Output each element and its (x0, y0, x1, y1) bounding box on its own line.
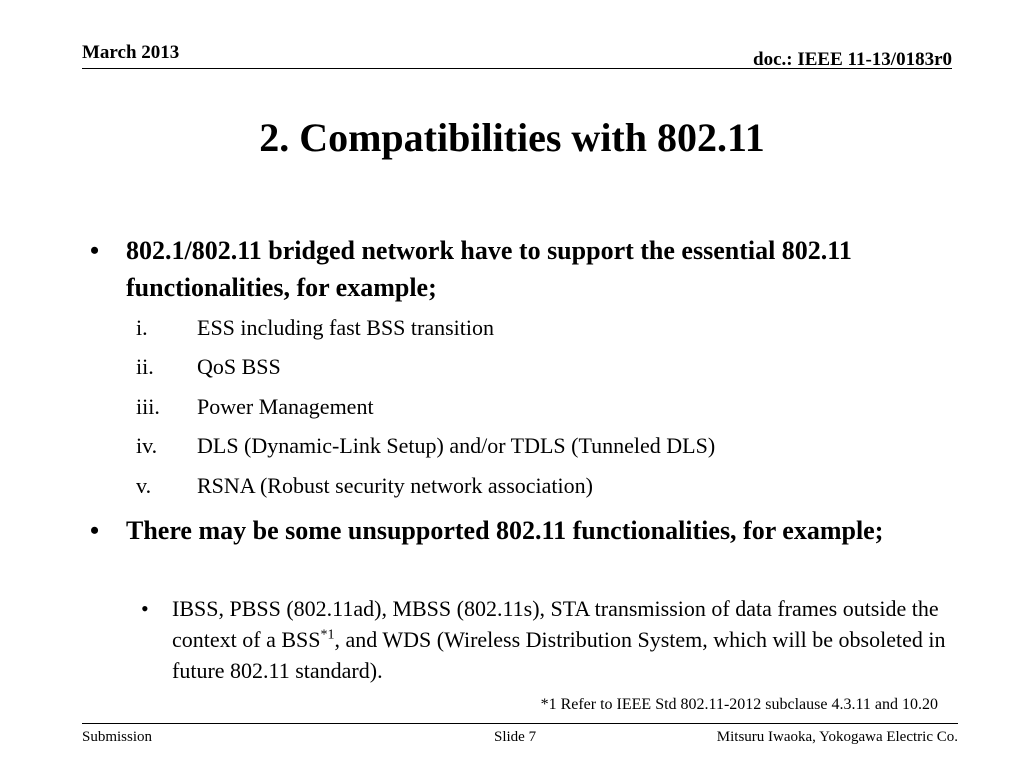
list-item-text: DLS (Dynamic-Link Setup) and/or TDLS (Tunneled DLS) (197, 433, 716, 458)
list-item-text: Power Management (197, 394, 374, 419)
bullet-1-text: 802.1/802.11 bridged network have to support the essential 802.11 functionalities, for example; (126, 236, 852, 302)
footnote: *1 Refer to IEEE Std 802.11-2012 subclause 4.3.11 and 10.20 (540, 696, 938, 713)
list-item-number: i. (136, 315, 148, 340)
slide-title: 2. Compatibilities with 802.11 (259, 115, 765, 160)
list-item-number: ii. (136, 354, 154, 379)
header-rule (82, 68, 952, 69)
header-date: March 2013 (82, 42, 180, 63)
sub-bullet-marker: • (141, 596, 149, 621)
list-item-text: ESS including fast BSS transition (197, 315, 495, 340)
bullet-marker: • (90, 516, 100, 545)
footnote-reference: *1 (320, 627, 335, 643)
footer-author: Mitsuru Iwaoka, Yokogawa Electric Co. (716, 729, 958, 745)
list-item-number: v. (136, 473, 152, 498)
bullet-2-text: There may be some unsupported 802.11 functionalities, for example; (126, 516, 884, 545)
bullet-marker: • (90, 236, 100, 265)
sub-item-text (172, 593, 962, 686)
list-item-text: RSNA (Robust security network association) (197, 473, 593, 498)
list-item-text: QoS BSS (197, 354, 281, 379)
footer-submission: Submission (82, 729, 153, 745)
sub-item-text-part1: IBSS, PBSS (802.11ad), MBSS (802.11s), STA transmission of data frames outside the context of a BSS (172, 596, 939, 652)
footer-rule (82, 723, 958, 724)
footer-slide-number: Slide 7 (494, 729, 537, 745)
header-doc-id: doc.: IEEE 11-13/0183r0 (753, 49, 952, 70)
list-item-number: iii. (136, 394, 160, 419)
list-item-number: iv. (136, 433, 158, 458)
sub-item-text-part2: , and WDS (Wireless Distribution System, which will be obsoleted in future 802.11 standard). (172, 627, 946, 683)
